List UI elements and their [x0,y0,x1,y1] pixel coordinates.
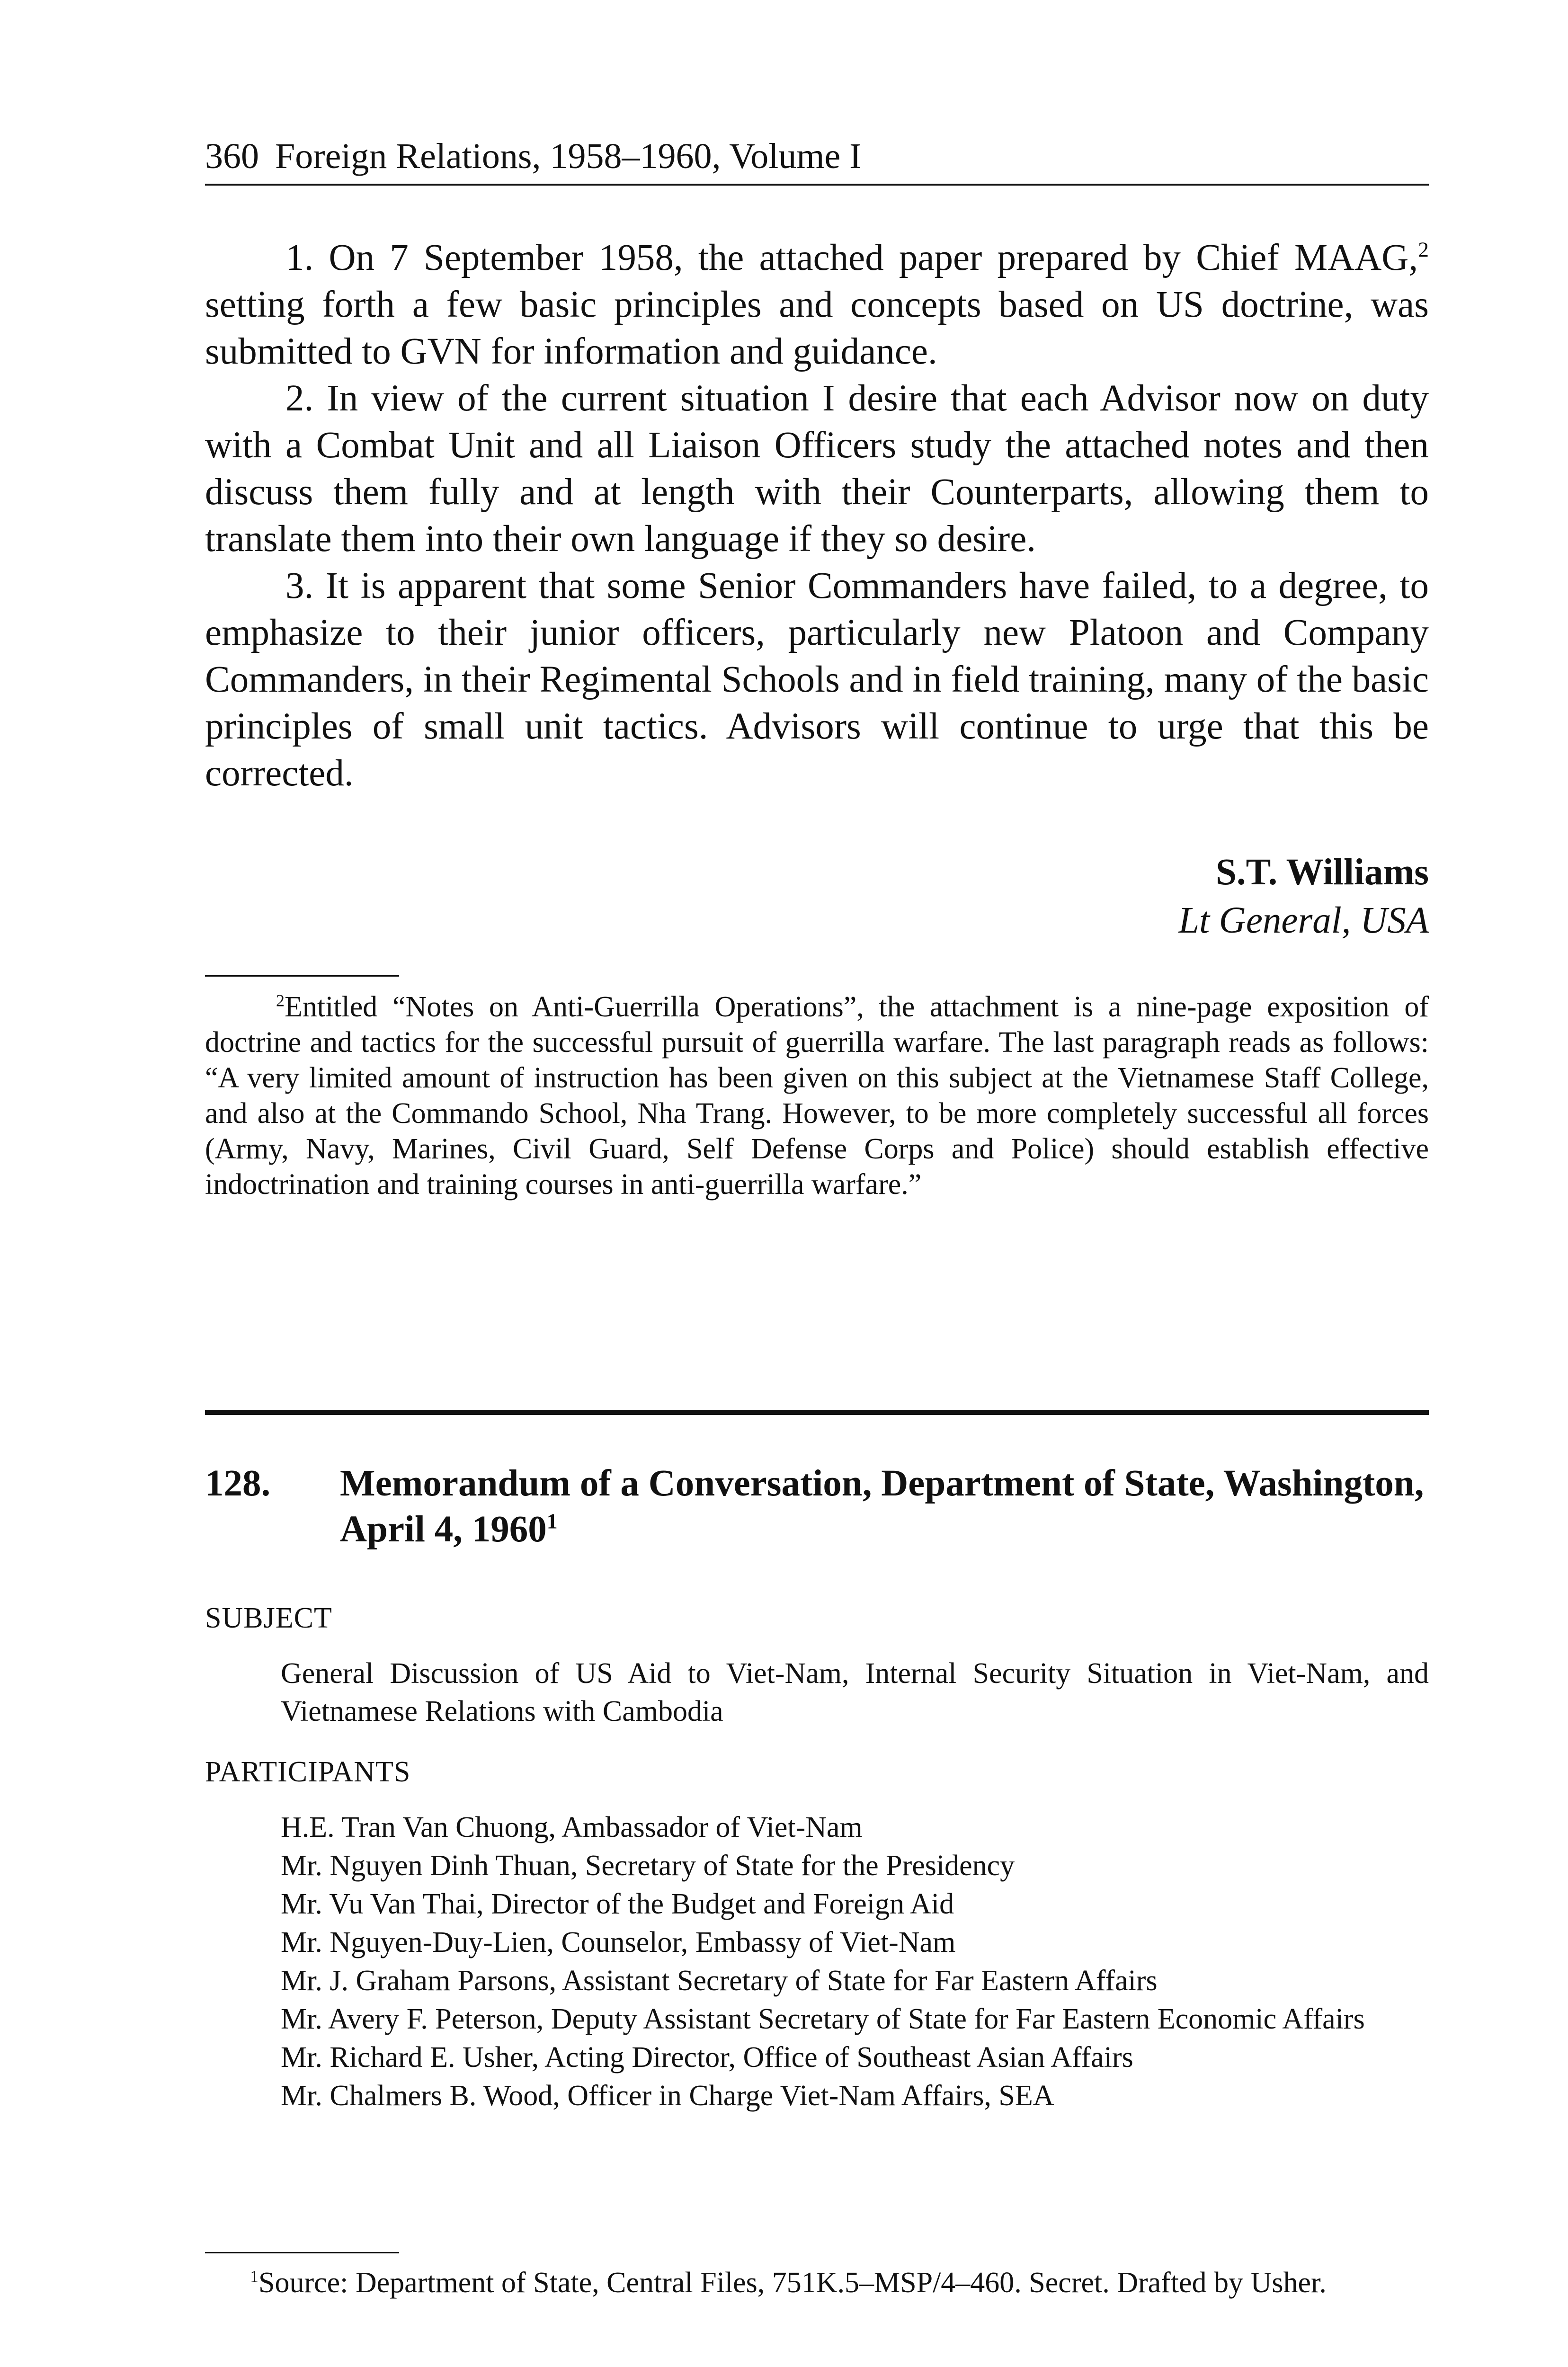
section-divider [205,1410,1429,1415]
letter-body [205,234,1429,797]
document-number: 128. [205,1463,271,1504]
footnote-ref-2[interactable]: 2 [1418,237,1429,262]
footnote-ref-1[interactable]: 1 [546,1509,558,1533]
paragraph-1 [205,234,1429,375]
participant-item: Mr. J. Graham Parsons, Assistant Secretary of State for Far Eastern Affairs [281,1965,1158,1997]
document-title-text: Memorandum of a Conversation, Department of State, Washington, April 4, 1960 [340,1463,1424,1550]
volume-title: Foreign Relations, 1958–1960, Volume I [275,136,862,176]
participant-item: Mr. Vu Van Thai, Director of the Budget and Foreign Aid [281,1888,954,1920]
running-header [205,135,1429,178]
participant-item: H.E. Tran Van Chuong, Ambassador of Viet-Nam [281,1811,863,1843]
footnote-1-marker: 1 [250,2267,258,2286]
footnote-rule [205,975,399,977]
document-title [340,1460,1429,1552]
participants-label: PARTICIPANTS [205,1756,411,1788]
participant-item: Mr. Chalmers B. Wood, Officer in Charge Viet-Nam Affairs, SEA [281,2080,1054,2112]
participant-item: Mr. Nguyen-Duy-Lien, Counselor, Embassy of Viet-Nam [281,1926,956,1958]
footnote-rule [205,2252,399,2253]
footnote-2 [205,989,1429,1202]
footnote-2-text: Entitled “Notes on Anti-Guerrilla Operations”, the attachment is a nine-page exposition of doctrine and tactics for the successful pursuit of guerrilla warfare. The last paragraph reads as follows: “A very limited amount of instruction has been given on this subject at the Vietnamese Staff College, and also at the Commando School, Nha Trang. However, to be more completely successful all forces (Army, Navy, Marines, Civil Guard, Self Defense Corps and Police) should establish effective indoctrination and training courses in anti-guerrilla warfare.” [205,991,1429,1201]
participants-list [281,1808,1429,2115]
signature-name: S.T. Williams [1215,852,1429,893]
participant-item: Mr. Avery F. Peterson, Deputy Assistant Secretary of State for Far Eastern Economic Affairs [281,2003,1365,2035]
signature-rank: Lt General, USA [1178,900,1429,941]
paragraph-1-start: 1. On 7 September 1958, the attached paper prepared by Chief MAAG, [285,237,1418,278]
paragraph-2: 2. In view of the current situation I desire that each Advisor now on duty with a Combat Unit and all Liaison Officers study the attached notes and then discuss them fully and at length with their Counterparts, allowing them to translate them into their own language if they so desire. [205,378,1429,560]
page-number: 360 [205,136,259,176]
paragraph-1-end: setting forth a few basic principles and concepts based on US doctrine, was submitted to GVN for information and guidance. [205,284,1429,372]
subject-text: General Discussion of US Aid to Viet-Nam, Internal Security Situation in Viet-Nam, and Vietnamese Relations with Cambodia [281,1657,1429,1727]
participant-item: Mr. Nguyen Dinh Thuan, Secretary of State for the Presidency [281,1850,1015,1882]
header-rule [205,184,1429,186]
footnote-2-marker: 2 [276,991,285,1010]
footnote-1-text: Source: Department of State, Central Files, 751K.5–MSP/4–460. Secret. Drafted by Usher. [258,2267,1327,2299]
participant-item: Mr. Richard E. Usher, Acting Director, Office of Southeast Asian Affairs [281,2041,1133,2073]
subject-label: SUBJECT [205,1602,332,1634]
footnote-1 [205,2265,1429,2301]
paragraph-3: 3. It is apparent that some Senior Commanders have failed, to a degree, to emphasize to their junior officers, particularly new Platoon and Company Commanders, in their Regimental Schools and in field training, many of the basic principles of small unit tactics. Advisors will continue to urge that this be corrected. [205,565,1429,794]
